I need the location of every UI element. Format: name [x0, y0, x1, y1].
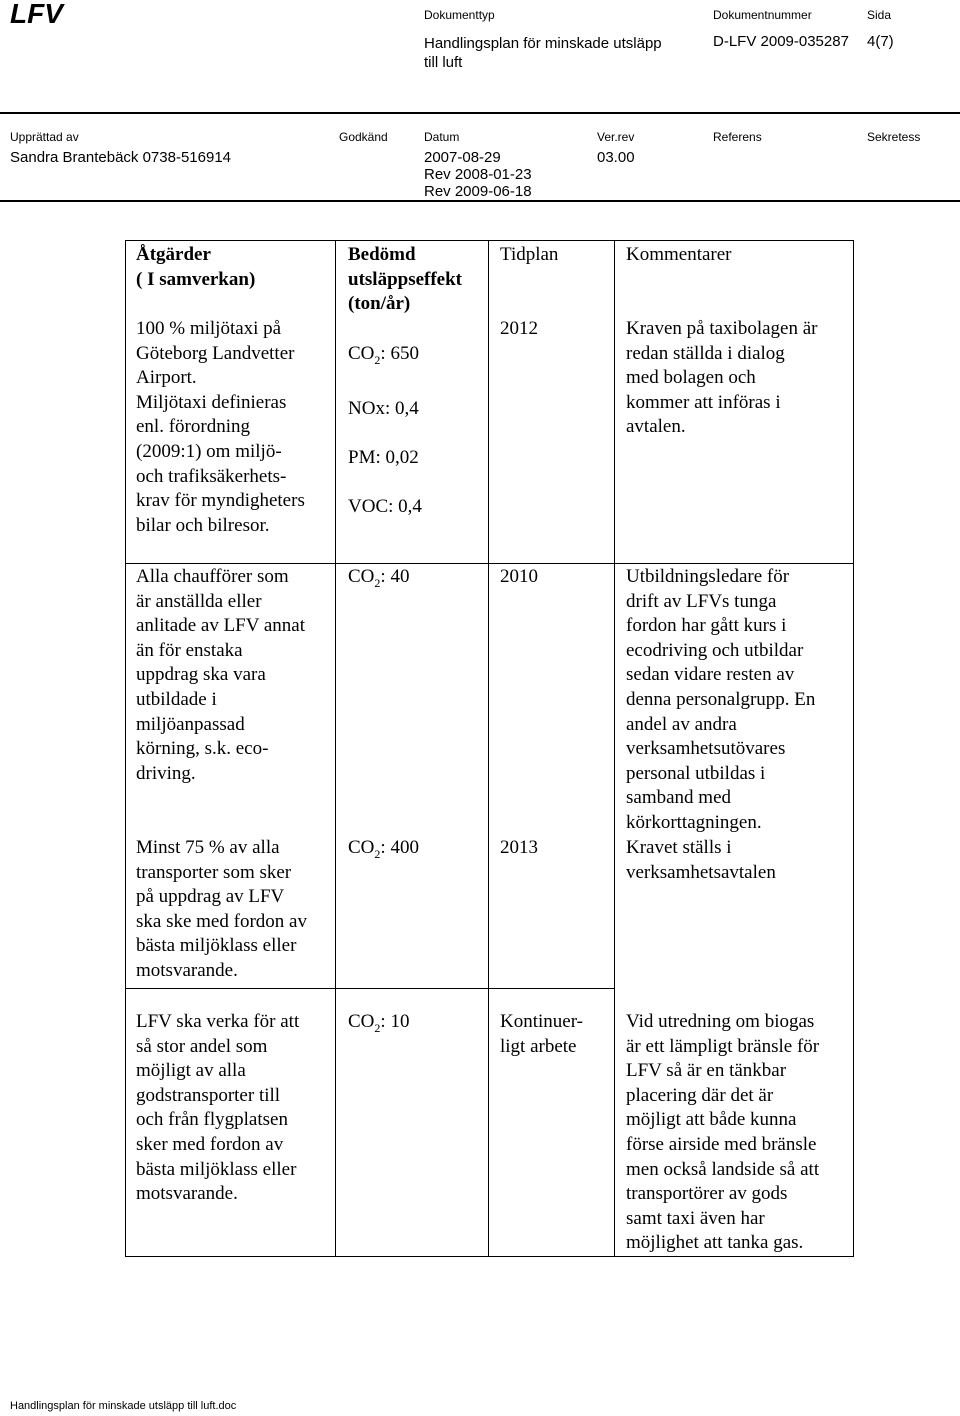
row4-effect: $CO_2$: 10 [348, 1011, 410, 1035]
row2-effect: $CO_2$: 40 [348, 566, 410, 590]
col-header-comments: Kommentarer [626, 244, 732, 265]
table-col-divider [335, 240, 336, 1257]
reference-label: Referens [713, 130, 762, 144]
secrecy-label: Sekretess [867, 130, 921, 144]
row3-action: Minst 75 % av alla transporter som sker på uppdrag av LFV ska ske med fordon av bästa miljöklass eller motsvarande. [136, 837, 307, 981]
table-row-divider [125, 988, 614, 989]
row1-action: 100 % miljötaxi på Göteborg Landvetter Airport. Miljötaxi definieras enl. förordning (2009:1) om miljö- och trafiksäkerhets- krav för myndigheters bilar och bilresor. [136, 318, 305, 536]
logo: LFV [10, 0, 63, 29]
docnum-label: Dokumentnummer [713, 8, 812, 22]
approved-label: Godkänd [339, 130, 388, 144]
table-border-left [125, 240, 126, 1257]
table-border-top [125, 240, 854, 241]
version-label: Ver.rev [597, 130, 635, 144]
col-header-actions: Åtgärder ( I samverkan) [136, 244, 256, 290]
table-row-divider [125, 563, 854, 564]
table-col-divider [488, 240, 489, 1257]
col-header-effect: Bedömd utsläppseffekt (ton/år) [348, 244, 463, 315]
row1-effect-co2: $CO_2$: 650 [348, 342, 419, 367]
header-rule-bottom [0, 200, 960, 202]
row4-comment: Vid utredning om biogas är ett lämpligt bränsle för LFV så är en tänkbar placering där det är möjligt att både kunna förse airside med bränsle men också landside så att transportörer av gods samt taxi även har möjlighet att tanka gas. [626, 1011, 820, 1254]
row2-comment: Utbildningsledare för drift av LFVs tunga fordon har gått kurs i ecodriving och utbildar sedan vidare resten av denna personalgrupp. En andel av andra verksamhetsutövares personal utbildas i samband med körkorttagningen. [626, 566, 816, 833]
row1-effect-nox: NOx: 0,4 [348, 397, 419, 419]
row1-comment: Kraven på taxibolagen är redan ställda i dialog med bolagen och kommer att införas i avtalen. [626, 318, 818, 438]
row1-effect-voc: VOC: 0,4 [348, 495, 422, 517]
version-value: 03.00 [597, 149, 635, 166]
row1-effect-pm: PM: 0,02 [348, 446, 419, 468]
docnum-value: D-LFV 2009-035287 [713, 33, 849, 50]
date-value: 2007-08-29 Rev 2008-01-23 Rev 2009-06-18 [424, 149, 532, 200]
page-label: Sida [867, 8, 892, 22]
doctype-value: Handlingsplan för minskade utsläpp till luft [424, 35, 662, 71]
prepared-label: Upprättad av [10, 130, 79, 144]
table-col-divider [614, 240, 615, 1257]
table-border-right [853, 240, 854, 1257]
col-header-timeline: Tidplan [500, 244, 559, 265]
row1-timeline: 2012 [500, 318, 538, 339]
doctype-label: Dokumenttyp [424, 8, 495, 22]
row3-timeline: 2013 [500, 837, 538, 858]
row3-effect: $CO_2$: 400 [348, 837, 419, 861]
row2-action: Alla chaufförer som är anställda eller anlitade av LFV annat än för enstaka uppdrag ska vara utbildade i miljöanpassad körning, s.k. eco- driving. [136, 566, 306, 784]
page-value: 4(7) [867, 33, 894, 50]
table-border-bottom [125, 1256, 614, 1257]
header-rule-top [0, 112, 960, 114]
row3-comment: Kravet ställs i verksamhetsavtalen [626, 837, 776, 883]
row4-action: LFV ska verka för att så stor andel som möjligt av alla godstransporter till och från flygplatsen sker med fordon av bästa miljöklass eller motsvarande. [136, 1011, 300, 1205]
row2-timeline: 2010 [500, 566, 538, 587]
table-row-divider [614, 1256, 854, 1257]
footer-filename: Handlingsplan för minskade utsläpp till luft.doc [10, 1400, 237, 1412]
row4-timeline: Kontinuer- ligt arbete [500, 1011, 583, 1057]
prepared-value: Sandra Brantebäck 0738-516914 [10, 149, 232, 166]
date-label: Datum [424, 130, 460, 144]
row1-effect [348, 317, 422, 544]
